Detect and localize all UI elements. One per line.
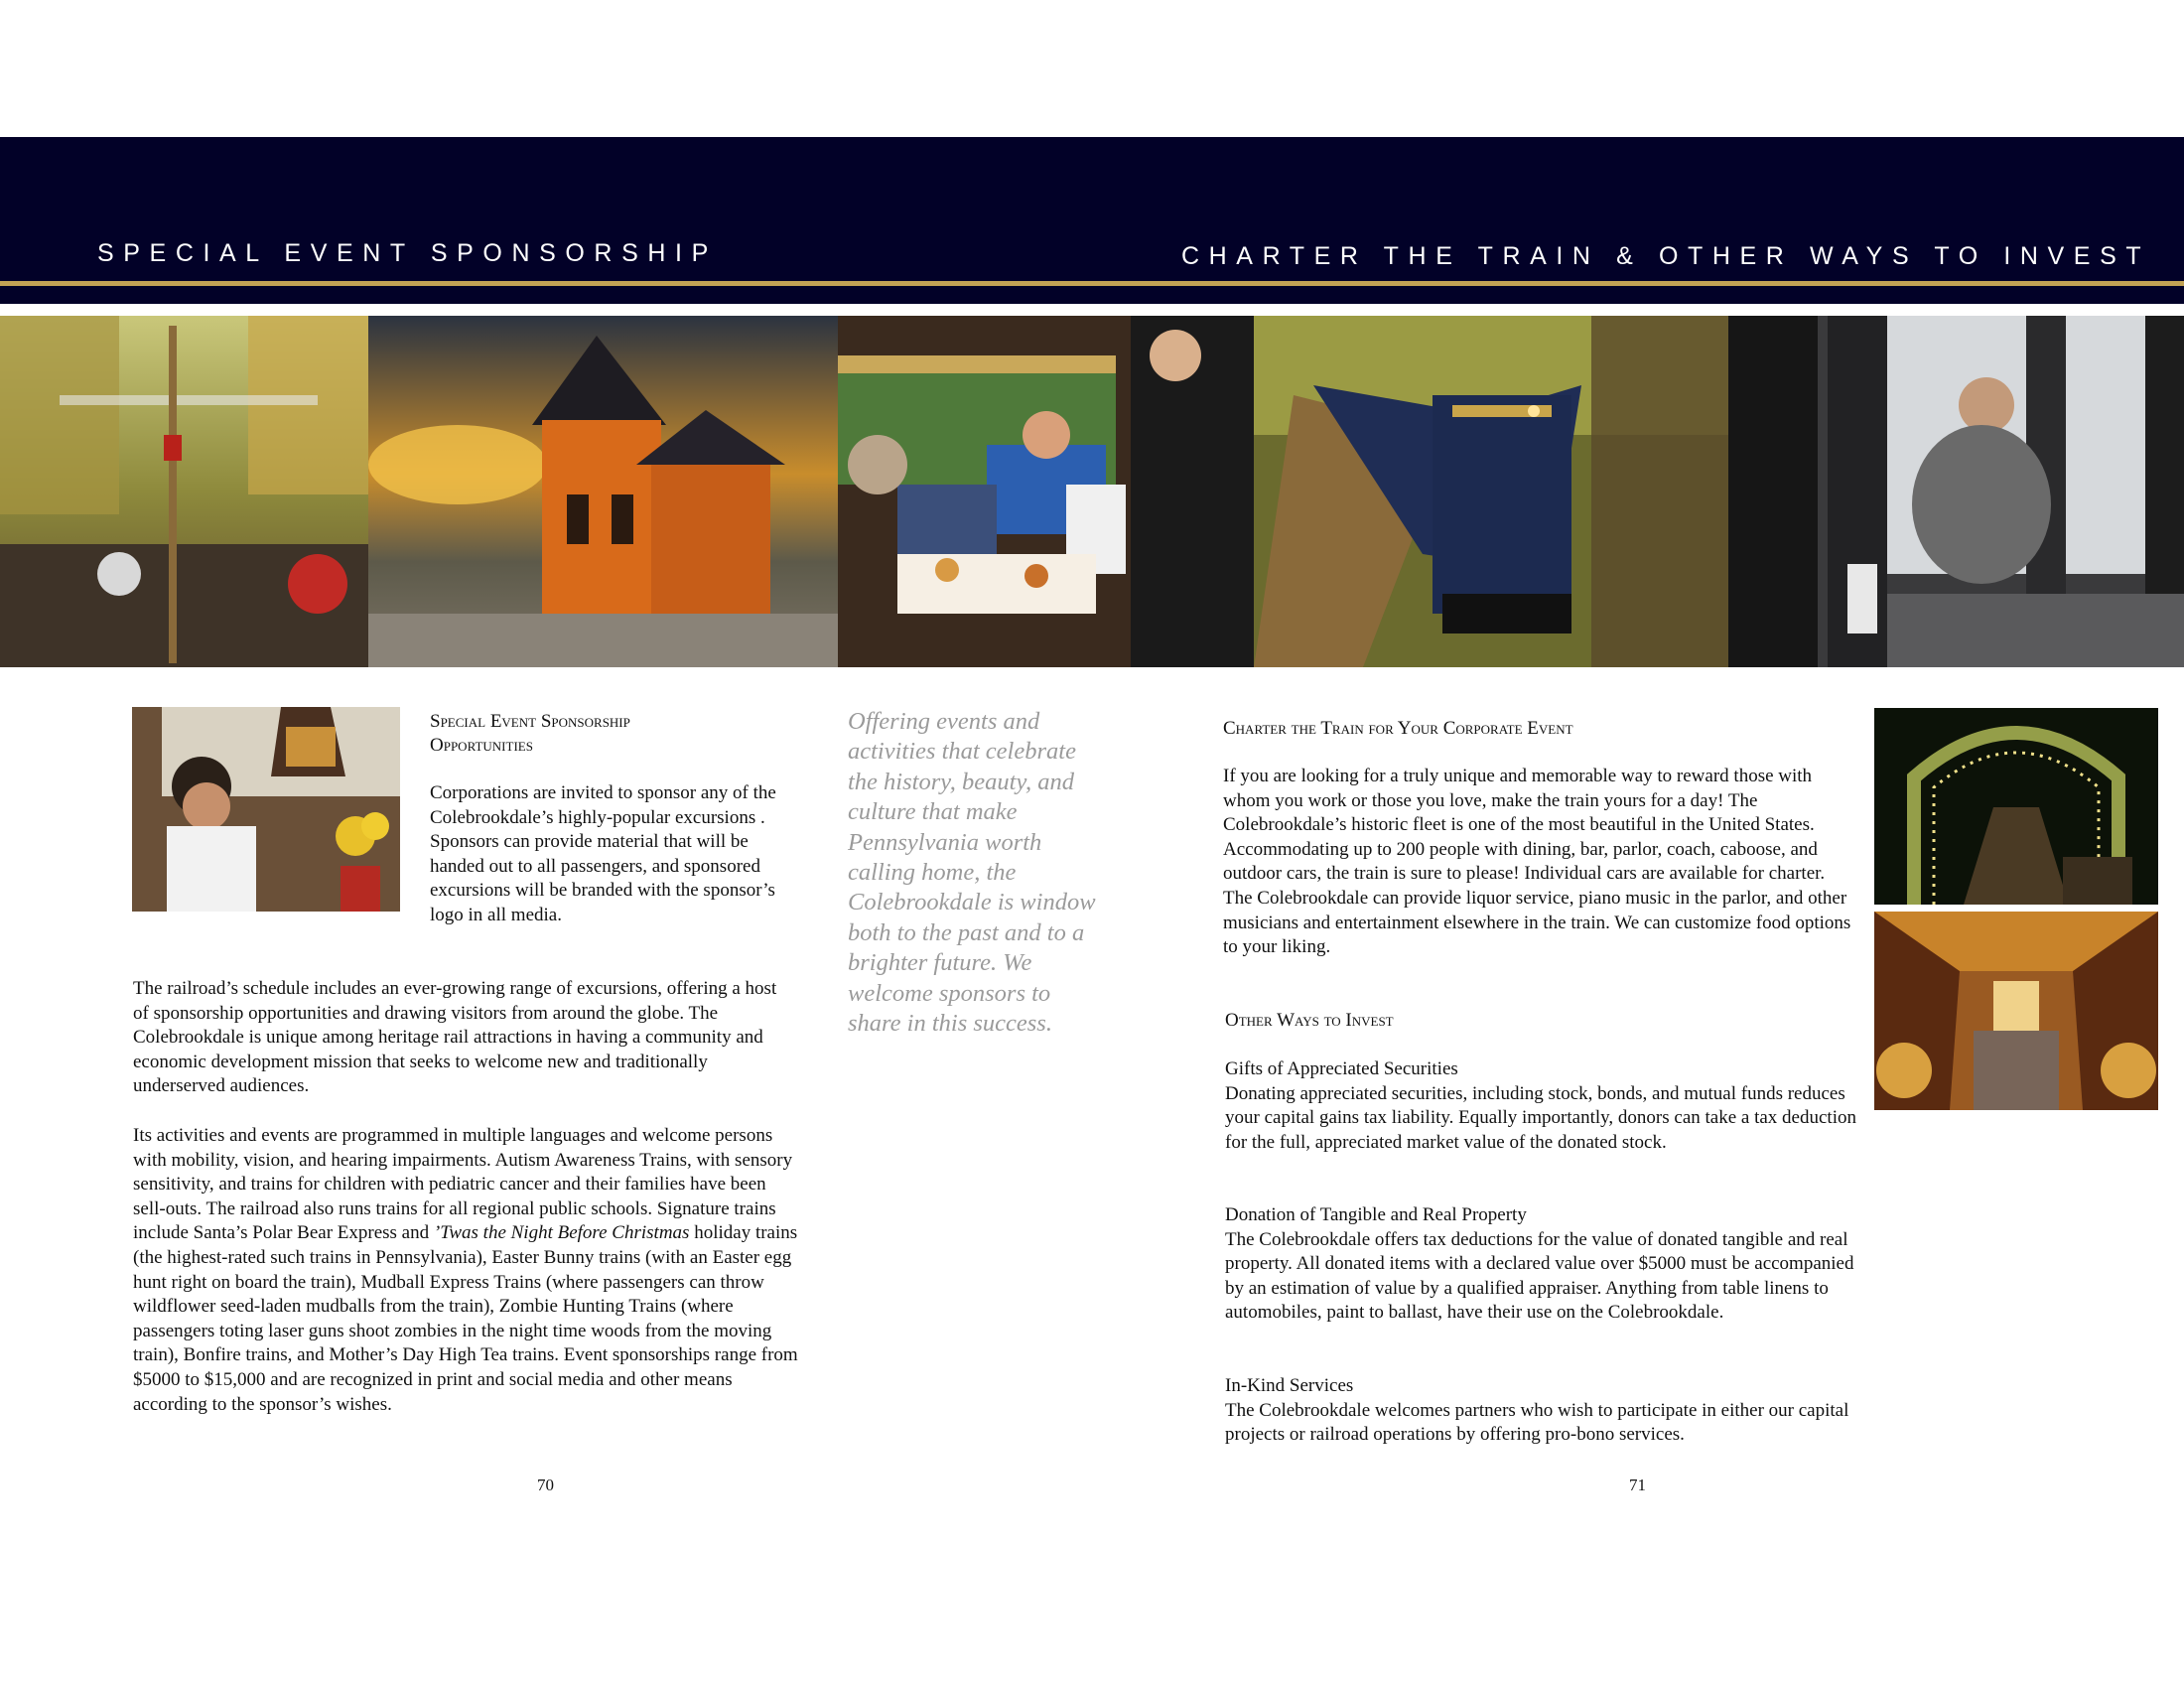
sponsorship-heading-line1: Special Event Sponsorship (430, 711, 630, 732)
sponsorship-heading (430, 710, 728, 758)
activities-text-a: Its activities and events are programmed in multiple languages and welcome persons with mobility, vision, and hearing impairments. Autism Awareness Trains, with sensory sensitivity, and trains for children with pediatric cancer and their families have been sell-outs. The railroad also runs trains for all regional public schools. Signature trains include Santa’s Polar Bear Express and (133, 1125, 793, 1244)
photo-victorian-station (368, 316, 838, 667)
sponsorship-intro: Corporations are invited to sponsor any of the Colebrookdale’s highly-popular excursions . Sponsors can provide material that will be handed out to all passengers, and sponsored excursions will be branded with the sponsor’s logo in all media. (430, 782, 776, 925)
banner-right-title: CHARTER THE TRAIN & OTHER WAYS TO INVEST (1181, 242, 2151, 270)
photo-volunteer-kneeling (1728, 316, 2184, 667)
page-number-right: 71 (1629, 1476, 1646, 1494)
charter-paragraph: If you are looking for a truly unique and memorable way to reward those with whom you work or those you love, make the train yours for a day! The Colebrookdale’s historic fleet is one of the most beautiful in the United States. Accommodating up to 200 people with dining, bar, parlor, coach, caboose, and outdoor cars, the train is sure to please! Individual cars are available for charter. The Colebrookdale can provide liquor service, piano music in the parlor, and other musicians and entertainment elsewhere in the train. We can customize food options to your liking. (1223, 766, 1851, 958)
pull-quote: Offering events and activities that celebrate the history, beauty, and culture that make Pennsylvania worth calling home, the Colebrookdale is window both to the past and to a brighter future. We welcome sponsors to share in this success. (848, 708, 1096, 1038)
photo-child-on-train (132, 707, 400, 912)
photo-autumn-tent-crowd (0, 316, 368, 667)
in-kind-section (1225, 1374, 1860, 1448)
activities-text-b: holiday trains (the highest-rated such trains in Pennsylvania), Easter Bunny trains (with an Easter egg hunt right on board the train), Mudball Express Trains (where passengers can throw wildflower seed-laden mudballs from the train), Zombie Hunting Trains (where passengers toting laser guns shoot zombies in the night time woods from the moving train), Bonfire trains, and Mother’s Day High Tea trains. Event sponsorships range from $5000 to $15,000 and are recognized in print and social media and other means according to the sponsor’s wishes. (133, 1222, 798, 1415)
other-ways-heading: Other Ways to Invest (1225, 1010, 1394, 1031)
securities-title: Gifts of Appreciated Securities (1225, 1058, 1458, 1079)
header-banner (0, 137, 2184, 304)
gold-divider (0, 281, 2184, 286)
photo-dining-car-server (838, 316, 1254, 667)
in-kind-text: The Colebrookdale welcomes partners who wish to participate in either our capital projects or railroad operations by offering pro-bono services. (1225, 1399, 1849, 1446)
securities-text: Donating appreciated securities, including stock, bonds, and mutual funds reduces your capital gains tax liability. Equally importantly, donors can take a tax deduction for the full, appreciated market value of the donated stock. (1225, 1082, 1856, 1153)
in-kind-title: In-Kind Services (1225, 1375, 1354, 1396)
property-text: The Colebrookdale offers tax deductions for the value of donated tangible and real property. All donated items with a declared value over $5000 must be accompanied by an estimation of value by a qualified appraiser. Anything from table linens to automobiles, paint to ballast, have their use on the Colebrookdale. (1225, 1228, 1854, 1324)
banner-left-title: SPECIAL EVENT SPONSORSHIP (97, 239, 718, 267)
activities-text-italic: ’Twas the Night Before Christmas (433, 1222, 690, 1244)
schedule-paragraph: The railroad’s schedule includes an ever-growing range of excursions, offering a host of sponsorship opportunities and drawing visitors from around the globe. The Colebrookdale is unique among heritage rail attractions in having a community and economic development mission that seeks to welcome new and traditionally underserved audiences. (133, 978, 777, 1097)
charter-heading: Charter the Train for Your Corporate Event (1223, 718, 1573, 739)
page-number-left: 70 (537, 1476, 554, 1494)
activities-paragraph (133, 1124, 798, 1417)
photo-locomotive-forest (1254, 316, 1728, 667)
photo-lit-outdoor-car (1874, 708, 2158, 905)
sponsorship-heading-line2: Opportunities (430, 735, 533, 756)
property-title: Donation of Tangible and Real Property (1225, 1204, 1527, 1225)
property-section (1225, 1203, 1860, 1326)
photo-parlor-car-interior (1874, 912, 2158, 1110)
securities-section (1225, 1057, 1860, 1155)
